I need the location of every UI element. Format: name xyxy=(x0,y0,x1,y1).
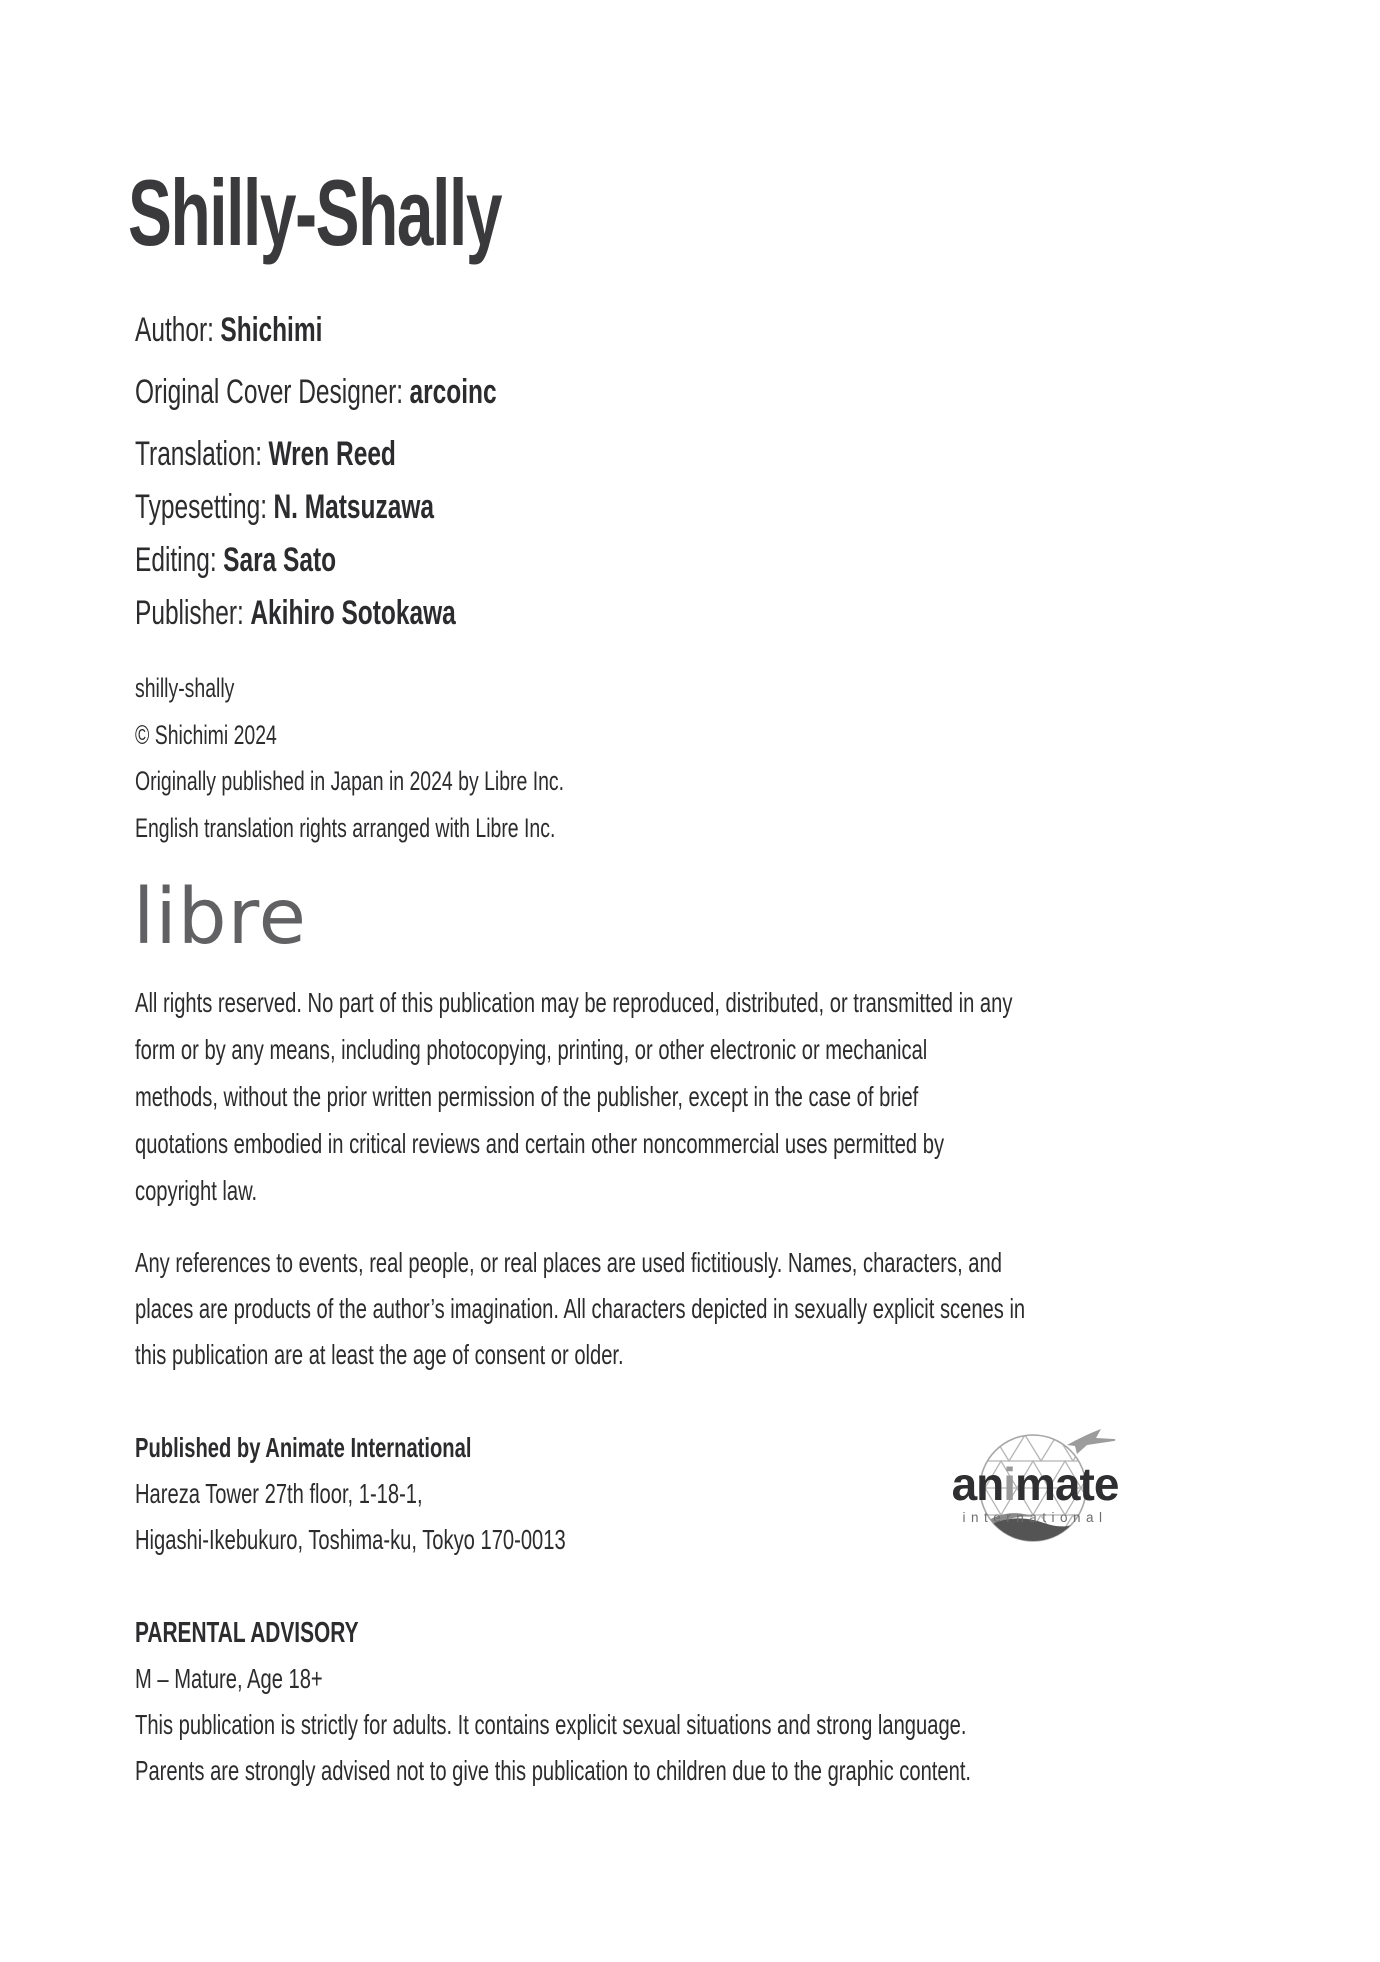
credit-label: Translation: xyxy=(135,435,262,473)
original-publication-line: Originally published in Japan in 2024 by Libre Inc. xyxy=(135,766,565,796)
credit-value: Shichimi xyxy=(220,311,323,349)
published-by-heading: Published by Animate International xyxy=(135,1432,472,1463)
credit-value: Akihiro Sotokawa xyxy=(250,594,456,632)
credits-production xyxy=(135,428,580,640)
publisher-block xyxy=(135,1425,733,1563)
credit-value: Sara Sato xyxy=(223,541,337,579)
book-title xyxy=(128,160,661,265)
libre-logo xyxy=(133,873,308,962)
libre-logo-text: libre xyxy=(133,873,308,962)
publisher-address-line1: Hareza Tower 27th floor, 1-18-1, xyxy=(135,1478,423,1509)
rights-line: form or by any means, including photocopying, printing, or other electronic or mechanical xyxy=(135,1034,928,1065)
rights-line: methods, without the prior written permission of the publisher, except in the case of brief xyxy=(135,1081,919,1112)
rights-line: All rights reserved. No part of this publication may be reproduced, distributed, or transmitted in any xyxy=(135,987,1013,1018)
credit-publisher xyxy=(135,587,580,640)
colophon-line: shilly-shally xyxy=(135,673,235,703)
credit-label: Typesetting: xyxy=(135,488,268,526)
credit-typesetting xyxy=(135,481,580,534)
animate-wordmark: animate xyxy=(951,1458,1119,1510)
translation-rights-line: English translation rights arranged with Libre Inc. xyxy=(135,812,556,843)
advisory-line: Parents are strongly advised not to give this publication to children due to the graphic content. xyxy=(135,1755,972,1786)
rights-notice xyxy=(135,979,1354,1214)
credits-primary xyxy=(135,299,637,423)
fiction-disclaimer xyxy=(135,1240,1371,1378)
disclaimer-line: Any references to events, real people, or real places are used fictitiously. Names, characters, and xyxy=(135,1247,1002,1278)
credit-label: Original Cover Designer: xyxy=(135,373,404,411)
rights-line: quotations embodied in critical reviews and certain other noncommercial uses permitted by xyxy=(135,1128,945,1159)
rights-line: copyright law. xyxy=(135,1175,258,1206)
credit-translation xyxy=(135,428,580,481)
animate-international-logo xyxy=(930,1424,1140,1549)
book-title-text: Shilly-Shally xyxy=(128,160,502,265)
credit-value: arcoinc xyxy=(409,373,497,411)
credit-label: Editing: xyxy=(135,541,217,579)
credit-author xyxy=(135,299,637,361)
credit-cover-designer xyxy=(135,361,637,423)
animate-subtext: international xyxy=(962,1510,1108,1525)
credit-label: Publisher: xyxy=(135,594,244,632)
airplane-icon xyxy=(1067,1429,1116,1454)
advisory-line: This publication is strictly for adults. It contains explicit sexual situations and strong language. xyxy=(135,1709,967,1740)
credit-value: Wren Reed xyxy=(268,435,396,473)
credit-value: N. Matsuzawa xyxy=(273,488,435,526)
animate-gray-i: i xyxy=(1003,1458,1016,1510)
disclaimer-line: this publication are at least the age of consent or older. xyxy=(135,1339,624,1370)
parental-advisory-heading: PARENTAL ADVISORY xyxy=(135,1617,359,1649)
credit-label: Author: xyxy=(135,311,214,349)
rating-line: M – Mature, Age 18+ xyxy=(135,1663,323,1694)
publisher-address-line2: Higashi-Ikebukuro, Toshima-ku, Tokyo 170-0013 xyxy=(135,1524,566,1555)
credit-editing xyxy=(135,534,580,587)
colophon-block xyxy=(135,665,731,851)
parental-advisory-block xyxy=(135,1610,1296,1794)
copyright-line: © Shichimi 2024 xyxy=(135,719,277,750)
disclaimer-line: places are products of the author’s imagination. All characters depicted in sexually explicit scenes in xyxy=(135,1293,1026,1324)
